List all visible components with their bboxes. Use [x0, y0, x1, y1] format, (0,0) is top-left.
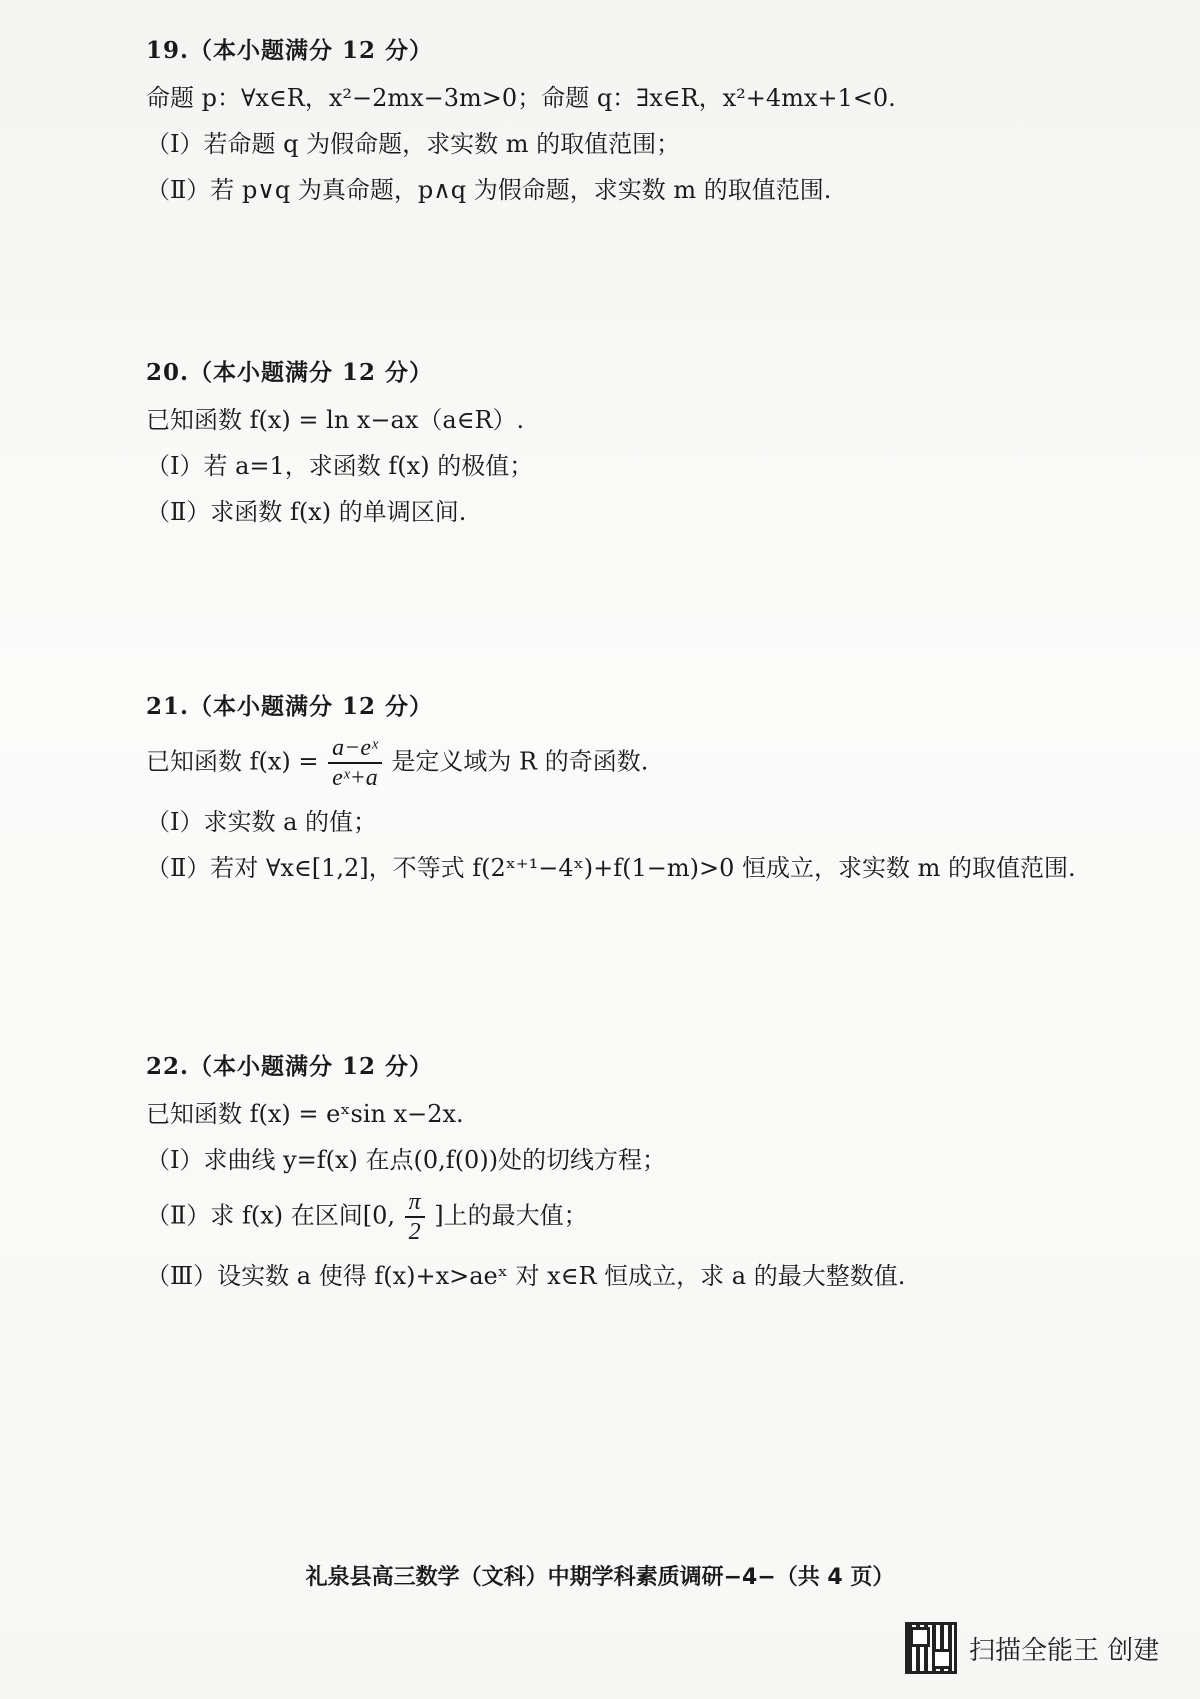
question-text: 已知函数 f(x) = eˣsin x−2x.	[146, 1100, 464, 1128]
page-footer: 礼泉县高三数学（文科）中期学科素质调研−4−（共 4 页）	[305, 1565, 895, 1590]
scanner-watermark	[905, 1620, 1175, 1676]
question-part-2: （Ⅱ）若对 ∀x∈[1,2]，不等式 f(2ˣ⁺¹−4ˣ)+f(1−m)>0 恒成立，求实数 m 的取值范围.	[146, 854, 1076, 882]
question-20	[146, 356, 1106, 528]
fraction-numerator: a−eˣ	[328, 734, 382, 764]
intro-prefix: 已知函数 f(x) =	[146, 747, 327, 776]
question-part-1: （Ⅰ）求曲线 y=f(x) 在点(0,f(0))处的切线方程；	[146, 1146, 667, 1174]
question-part-3: （Ⅲ）设实数 a 使得 f(x)+x>aeˣ 对 x∈R 恒成立，求 a 的最大整数值.	[146, 1262, 906, 1290]
question-header: 22.（本小题满分 12 分）	[146, 1053, 434, 1080]
part2-suffix: ]上的最大值；	[434, 1201, 588, 1230]
question-header: 20.（本小题满分 12 分）	[146, 359, 434, 386]
question-part-1: （Ⅰ）求实数 a 的值；	[146, 808, 378, 836]
question-part-2: （Ⅱ）若 p∨q 为真命题，p∧q 为假命题，求实数 m 的取值范围.	[146, 176, 832, 204]
question-text	[146, 734, 1106, 792]
question-header: 19.（本小题满分 12 分）	[146, 37, 434, 64]
question-21	[146, 690, 1106, 884]
question-text: 命题 p：∀x∈R，x²−2mx−3m>0；命题 q：∃x∈R，x²+4mx+1<0.	[146, 84, 896, 112]
question-header: 21.（本小题满分 12 分）	[146, 693, 434, 720]
fraction	[405, 1188, 425, 1246]
question-text: 已知函数 f(x) = ln x−ax（a∈R）.	[146, 406, 525, 434]
question-19	[146, 34, 1106, 206]
intro-suffix: 是定义域为 R 的奇函数.	[391, 747, 649, 776]
question-part-1: （Ⅰ）若命题 q 为假命题，求实数 m 的取值范围；	[146, 130, 681, 158]
question-22	[146, 1050, 1106, 1292]
question-part-1: （Ⅰ）若 a=1，求函数 f(x) 的极值；	[146, 452, 534, 480]
question-part-2	[146, 1188, 1106, 1246]
qr-code-icon	[905, 1622, 957, 1674]
question-part-2: （Ⅱ）求函数 f(x) 的单调区间.	[146, 498, 467, 526]
part2-prefix: （Ⅱ）求 f(x) 在区间[0,	[146, 1201, 395, 1230]
fraction	[328, 734, 382, 792]
fraction-denominator: eˣ+a	[332, 765, 378, 791]
fraction-denominator: 2	[408, 1219, 421, 1245]
watermark-text: 扫描全能王 创建	[969, 1635, 1160, 1666]
fraction-numerator: π	[405, 1188, 425, 1218]
